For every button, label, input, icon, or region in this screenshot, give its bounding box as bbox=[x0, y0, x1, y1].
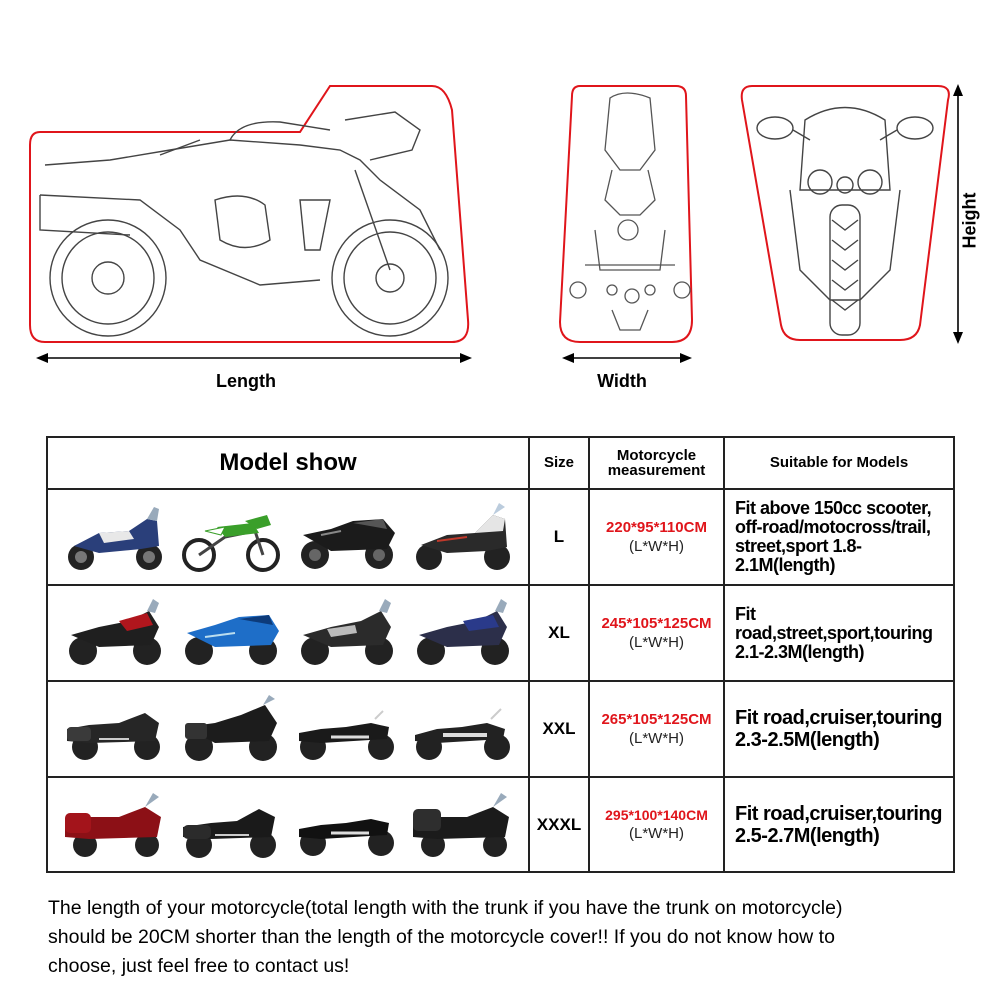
cover-dimension-diagram bbox=[0, 0, 1000, 420]
table-row bbox=[47, 681, 954, 777]
measurement-value: 295*100*140CM bbox=[605, 807, 708, 823]
motorcycle-cruiser-black-image bbox=[291, 789, 401, 861]
measurement-cell bbox=[589, 777, 724, 872]
measurement-cell bbox=[589, 681, 724, 777]
suitable-models-cell: Fit road,cruiser,touring 2.3-2.5M(length) bbox=[724, 681, 954, 777]
suitable-models-cell: Fit above 150cc scooter, off-road/motocross/trail, street,sport 1.8-2.1M(length) bbox=[724, 489, 954, 585]
table-row bbox=[47, 489, 954, 585]
header-model-show: Model show bbox=[47, 437, 529, 489]
size-value: XL bbox=[529, 585, 589, 681]
header-size: Size bbox=[529, 437, 589, 489]
measurement-value: 265*105*125CM bbox=[601, 711, 712, 728]
motorcycle-cruiser-chrome-image bbox=[407, 693, 517, 765]
model-images-cell bbox=[47, 777, 529, 872]
motorcycle-adventure-blue-image bbox=[407, 597, 517, 669]
measurement-unit: (L*W*H) bbox=[629, 538, 684, 555]
measurement-value: 220*95*110CM bbox=[606, 519, 707, 536]
width-label: Width bbox=[597, 371, 647, 391]
suitable-models-cell: Fit road,cruiser,touring 2.5-2.7M(length) bbox=[724, 777, 954, 872]
motorcycle-sport-tourer-blue-image bbox=[175, 597, 285, 669]
front-motorcycle-sketch bbox=[757, 108, 933, 336]
height-cover-outline bbox=[742, 86, 949, 340]
height-label: Height bbox=[959, 192, 980, 249]
header-measurement: Motorcycle measurement bbox=[589, 437, 724, 489]
table-row bbox=[47, 777, 954, 872]
motorcycle-scooter-blue-image bbox=[59, 501, 169, 573]
motorcycle-adventure-red-image bbox=[59, 597, 169, 669]
table-row bbox=[47, 585, 954, 681]
measurement-value: 245*105*125CM bbox=[601, 615, 712, 632]
measurement-unit: (L*W*H) bbox=[629, 634, 684, 651]
note-line-1: The length of your motorcycle(total length with the trunk if you have the trunk on motorcycle) bbox=[48, 897, 843, 919]
size-value: L bbox=[529, 489, 589, 585]
model-images-cell bbox=[47, 681, 529, 777]
top-motorcycle-sketch bbox=[570, 93, 690, 330]
side-motorcycle-sketch bbox=[40, 112, 448, 336]
size-chart-table bbox=[46, 436, 955, 873]
measurement-unit: (L*W*H) bbox=[629, 730, 684, 747]
size-value: XXXL bbox=[529, 777, 589, 872]
suitable-models-cell: Fit road,street,sport,touring 2.1-2.3M(length) bbox=[724, 585, 954, 681]
size-value: XXL bbox=[529, 681, 589, 777]
motorcycle-adventure-black-image bbox=[291, 597, 401, 669]
model-images-cell bbox=[47, 585, 529, 681]
measurement-cell bbox=[589, 489, 724, 585]
length-label: Length bbox=[216, 371, 276, 391]
motorcycle-cruiser-black-image bbox=[291, 693, 401, 765]
motorcycle-dirt-bike-green-image bbox=[175, 501, 285, 573]
table-header-row bbox=[47, 437, 954, 489]
motorcycle-bagger-black-image bbox=[175, 789, 285, 861]
width-cover-outline bbox=[560, 86, 692, 342]
measurement-unit: (L*W*H) bbox=[629, 825, 684, 842]
motorcycle-sport-tourer-black-image bbox=[175, 693, 285, 765]
note-line-2: should be 20CM shorter than the length of the motorcycle cover!! If you do not know how to bbox=[48, 926, 835, 948]
header-suitable: Suitable for Models bbox=[724, 437, 954, 489]
motorcycle-luxury-tourer-black-image bbox=[407, 789, 517, 861]
cover-outline-drawings bbox=[0, 0, 1000, 420]
motorcycle-maxi-scooter-white-image bbox=[407, 501, 517, 573]
sizing-advice-note bbox=[48, 894, 968, 981]
motorcycle-sport-bike-black-image bbox=[291, 501, 401, 573]
note-line-3: choose, just feel free to contact us! bbox=[48, 955, 350, 977]
motorcycle-tourer-black-image bbox=[59, 693, 169, 765]
measurement-cell bbox=[589, 585, 724, 681]
motorcycle-goldwing-red-image bbox=[59, 789, 169, 861]
model-images-cell bbox=[47, 489, 529, 585]
